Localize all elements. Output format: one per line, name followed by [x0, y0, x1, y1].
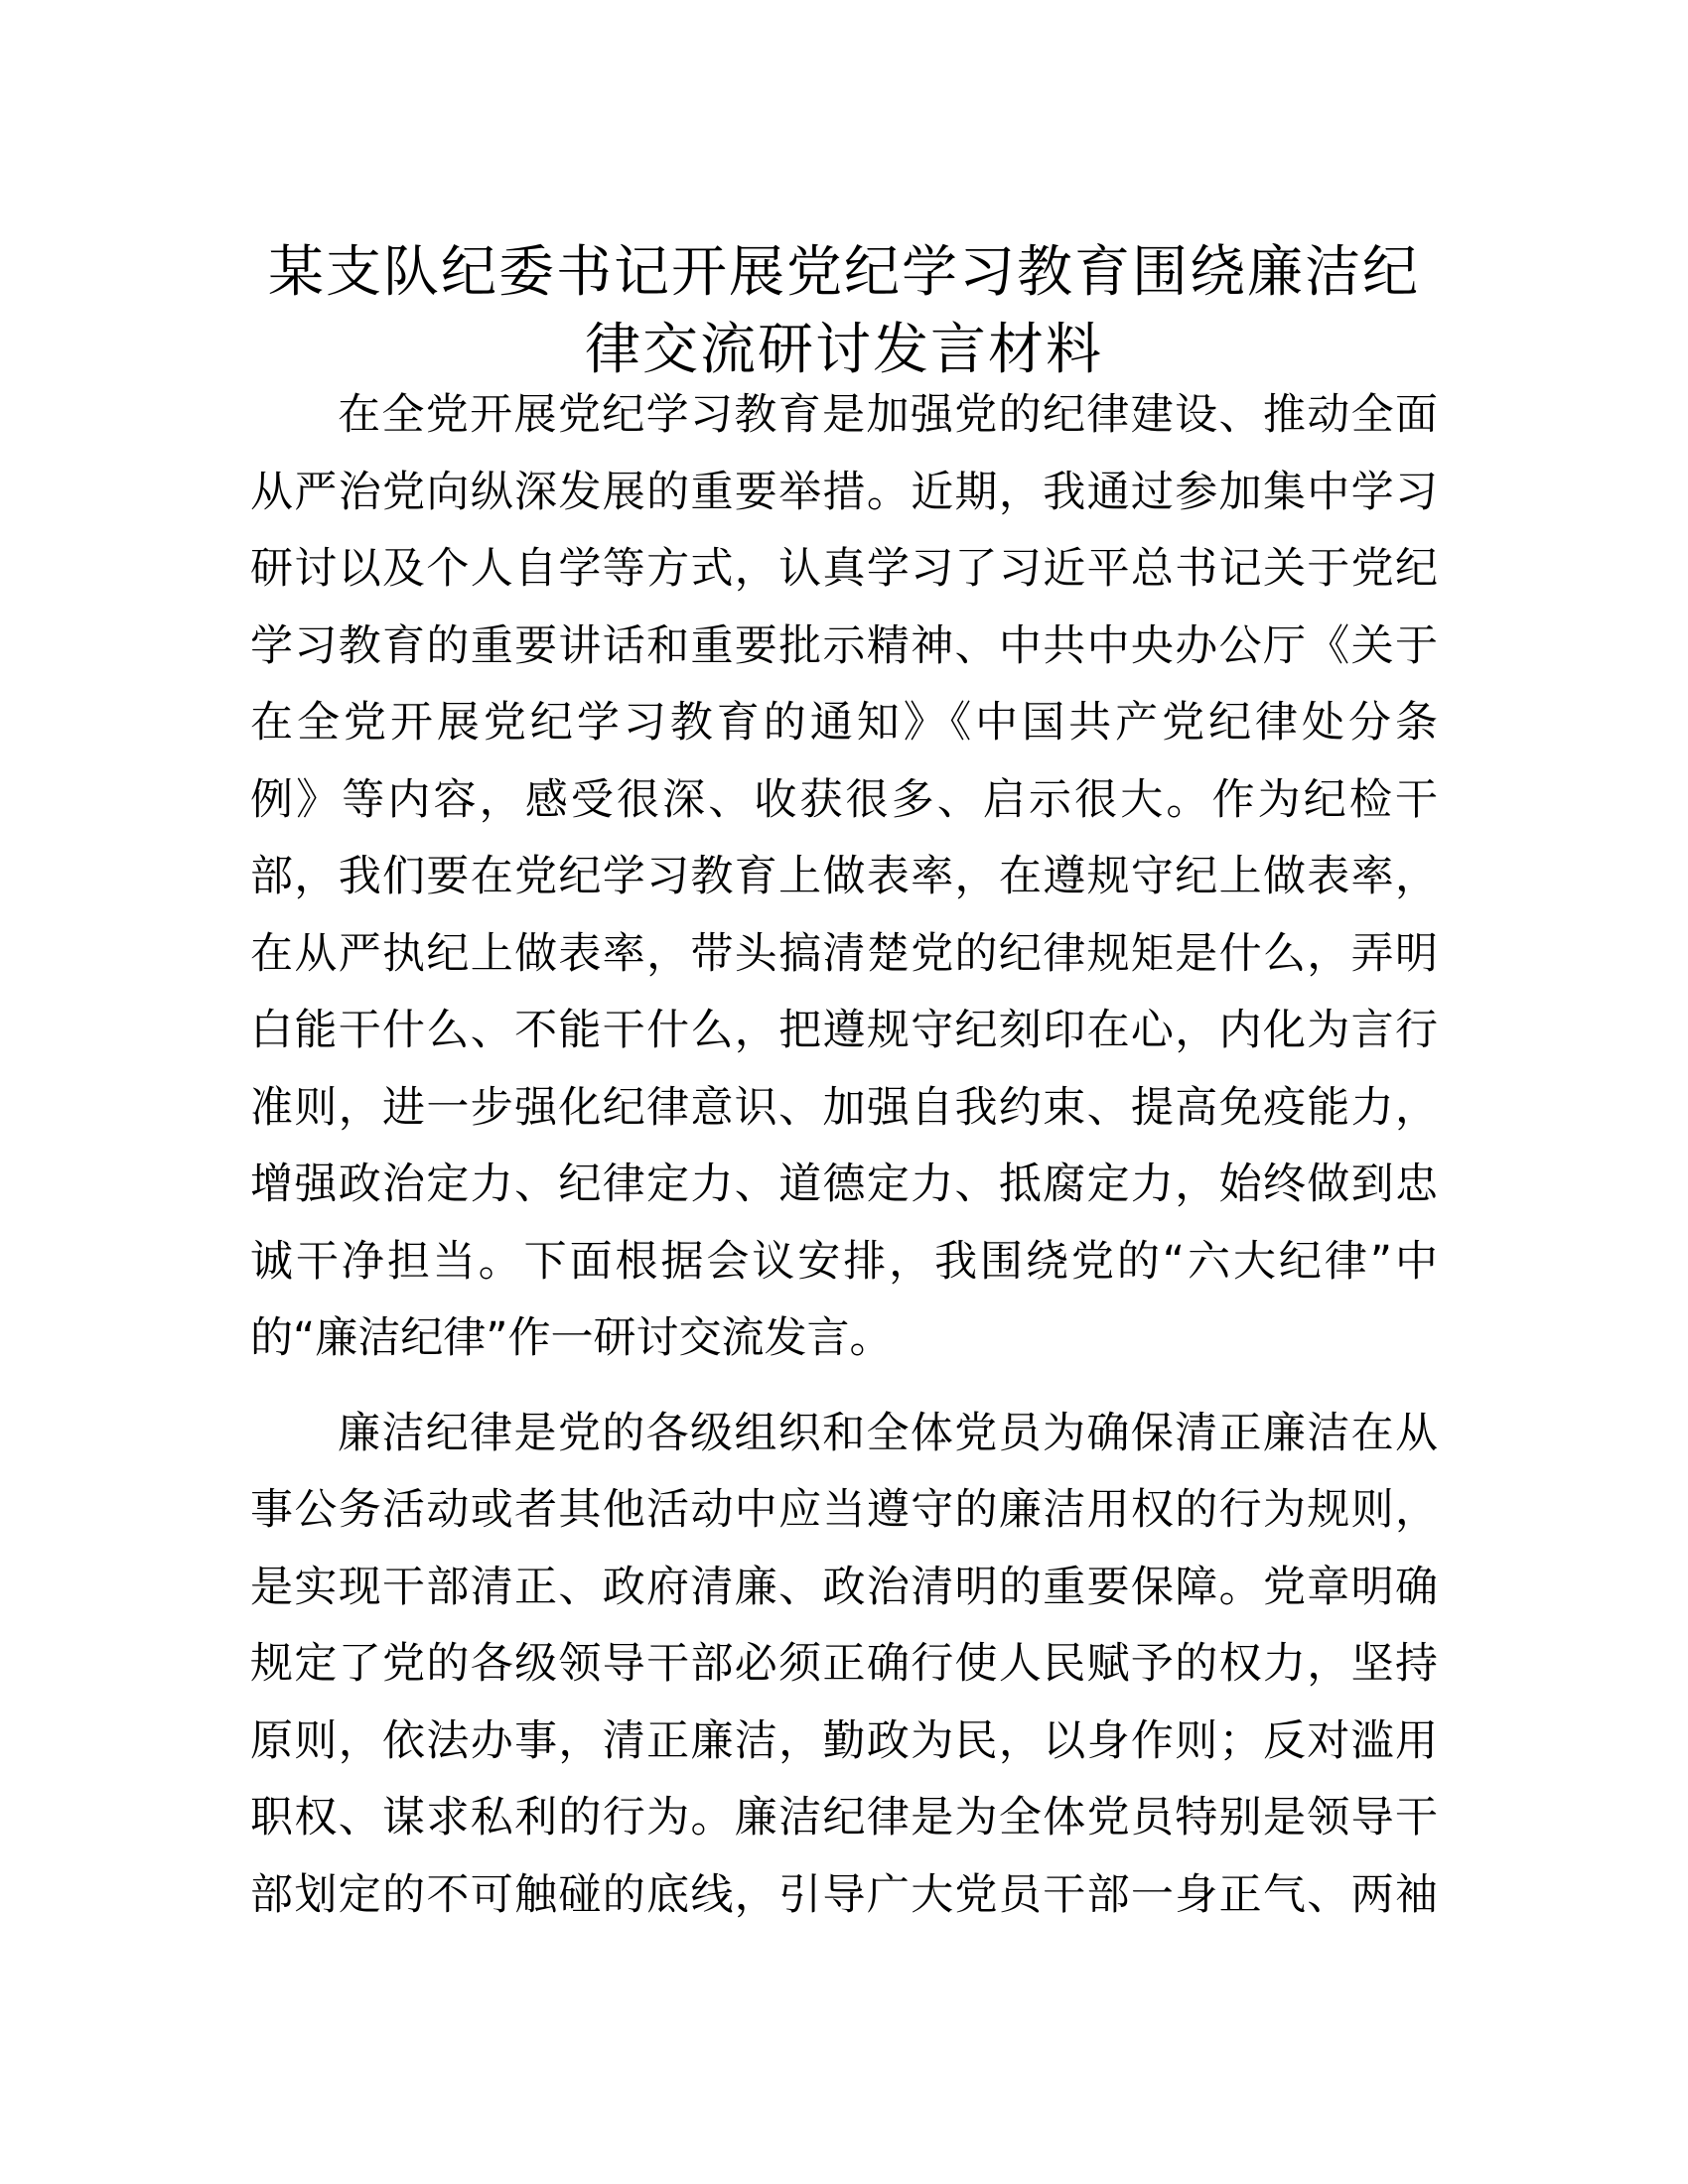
- text-line: 的“廉洁纪律”作一研讨交流发言。: [250, 1313, 893, 1363]
- text-line: 增强政治定力、纪律定力、道德定力、抵腐定力，始终做到忠: [250, 1160, 1438, 1209]
- text-line: 研讨以及个人自学等方式，认真学习了习近平总书记关于党纪: [250, 544, 1438, 594]
- text-line: 部，我们要在党纪学习教育上做表率，在遵规守纪上做表率，: [250, 852, 1438, 901]
- text-line: 在从严执纪上做表率，带头搞清楚党的纪律规矩是什么，弄明: [250, 928, 1438, 979]
- text-line: 规定了党的各级领导干部必须正确行使人民赋予的权力，坚持: [250, 1639, 1438, 1689]
- text-line: 例》等内容，感受很深、收获很多、启示很大。作为纪检干: [250, 774, 1438, 825]
- paragraph-2: [250, 1396, 1438, 1935]
- title-line: 某支队纪委书记开展党纪学习教育围绕廉洁纪: [268, 239, 1420, 305]
- text-line: 诚干净担当。下面根据会议安排，我围绕党的“六大纪律”中: [250, 1236, 1438, 1287]
- text-line: 事公务活动或者其他活动中应当遵守的廉洁用权的行为规则，: [250, 1485, 1438, 1535]
- text-line: 在全党开展党纪学习教育的通知》《中国共产党纪律处分条: [250, 698, 1438, 748]
- text-line: 学习教育的重要讲话和重要批示精神、中共中央办公厅《关于: [250, 620, 1438, 671]
- title-line: 律交流研讨发言材料: [585, 317, 1103, 382]
- text-line: 白能干什么、不能干什么，把遵规守纪刻印在心，内化为言行: [250, 1006, 1438, 1055]
- text-line: 在全党开展党纪学习教育是加强党的纪律建设、推动全面: [338, 390, 1438, 440]
- text-line: 原则，依法办事，清正廉洁，勤政为民，以身作则；反对滥用: [250, 1715, 1438, 1766]
- text-line: 准则，进一步强化纪律意识、加强自我约束、提高免疫能力，: [250, 1082, 1438, 1133]
- text-line: 是实现干部清正、政府清廉、政治清明的重要保障。党章明确: [250, 1562, 1438, 1612]
- text-line: 从严治党向纵深发展的重要举措。近期，我通过参加集中学习: [250, 467, 1438, 517]
- document-body: [250, 377, 1438, 1934]
- document-title: [0, 234, 1688, 389]
- text-line: 廉洁纪律是党的各级组织和全体党员为确保清正廉洁在从: [338, 1408, 1438, 1458]
- paragraph-1: [250, 377, 1438, 1378]
- text-line: 职权、谋求私利的行为。廉洁纪律是为全体党员特别是领导干: [250, 1793, 1438, 1843]
- text-line: 部划定的不可触碰的底线，引导广大党员干部一身正气、两袖: [250, 1869, 1438, 1920]
